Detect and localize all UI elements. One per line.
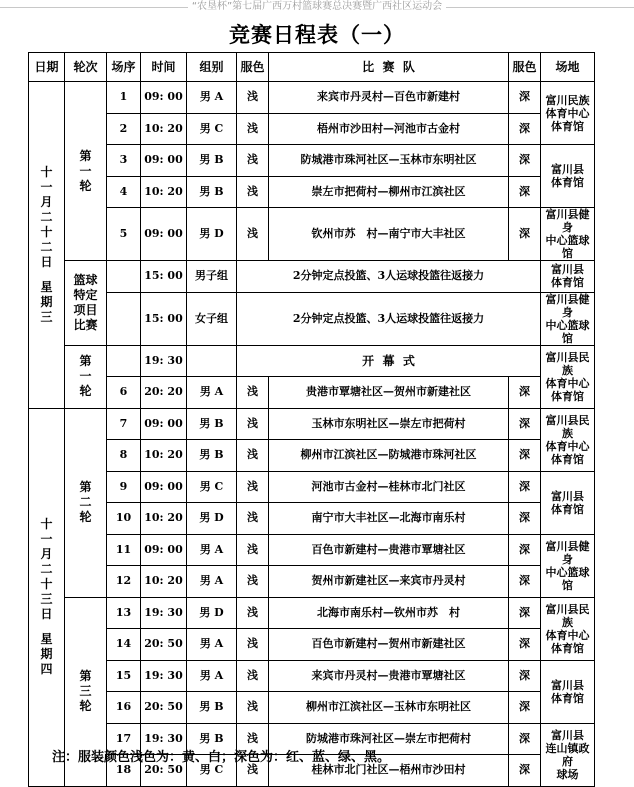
round-1b-day1-line: 一 — [79, 369, 92, 383]
round-3-line: 第 — [79, 669, 92, 683]
date-day2-line: 日 — [40, 607, 53, 621]
away-color: 深 — [509, 723, 541, 755]
date-day2 — [29, 408, 65, 786]
round-special — [65, 261, 107, 346]
match-order: 5 — [107, 208, 141, 261]
match-time: 20: 50 — [141, 629, 187, 661]
match-time: 19: 30 — [141, 597, 187, 629]
match-order: 14 — [107, 629, 141, 661]
table-row — [29, 471, 595, 503]
match-order: 16 — [107, 692, 141, 724]
table-row — [29, 629, 595, 661]
document-header — [0, 0, 634, 14]
venue-cell-line: 富川县民族 — [545, 350, 590, 377]
date-day2-line: 四 — [40, 662, 53, 676]
venue-cell-line: 富川县健身 — [545, 292, 590, 319]
date-day2-line: 十 — [40, 517, 53, 531]
match-time: 10: 20 — [141, 113, 187, 145]
home-color: 浅 — [237, 723, 269, 755]
venue-cell-line: 体育中心 — [545, 376, 590, 390]
round-1-day1 — [65, 82, 107, 261]
match-group: 男 D — [187, 597, 237, 629]
round-2 — [65, 408, 107, 597]
venue-cell-line: 连山镇政府 — [545, 741, 590, 768]
match-group: 男 C — [187, 755, 237, 787]
venue-cell — [541, 597, 595, 660]
date-day1-line: 十 — [40, 164, 53, 179]
match-time: 09: 00 — [141, 534, 187, 566]
date-day2-line: 十 — [40, 577, 53, 591]
match-group: 男 A — [187, 534, 237, 566]
venue-cell-line: 富川县 — [551, 263, 584, 277]
date-day1-line: 日 — [40, 254, 53, 269]
col-header-venue: 场地 — [541, 53, 595, 82]
table-row — [29, 292, 595, 345]
home-color: 浅 — [237, 408, 269, 440]
round-special-line: 比赛 — [73, 317, 98, 332]
away-color: 深 — [509, 629, 541, 661]
date-day1 — [29, 82, 65, 409]
match-group: 男 A — [187, 629, 237, 661]
venue-cell — [541, 534, 595, 597]
date-day1-line: 二 — [40, 209, 53, 224]
venue-cell-line: 体育中心 — [545, 439, 590, 453]
match-order: 11 — [107, 534, 141, 566]
date-day2-line: 星 — [40, 632, 53, 646]
date-day2-line: 一 — [40, 532, 53, 546]
date-day2-line: 二 — [40, 562, 53, 576]
venue-cell — [541, 292, 595, 345]
away-color: 深 — [509, 440, 541, 472]
date-day2-line — [29, 622, 64, 632]
match-teams: 河池市古金村—桂林市北门社区 — [269, 471, 509, 503]
table-row — [29, 176, 595, 208]
table-row — [29, 261, 595, 293]
match-group — [187, 345, 237, 377]
venue-cell-line: 体育馆 — [551, 176, 584, 189]
venue-cell-line: 富川县民族 — [545, 602, 590, 629]
home-color: 浅 — [237, 597, 269, 629]
match-time: 09: 00 — [141, 145, 187, 177]
match-order: 15 — [107, 660, 141, 692]
table-row — [29, 597, 595, 629]
match-time: 09: 00 — [141, 82, 187, 114]
venue-cell-line: 球场 — [556, 767, 579, 781]
venue-cell-line: 富川县 — [551, 678, 584, 692]
home-color: 浅 — [237, 82, 269, 114]
table-row — [29, 660, 595, 692]
match-order — [107, 261, 141, 293]
table-row — [29, 377, 595, 409]
match-group: 男 B — [187, 145, 237, 177]
date-day1-line: 期 — [40, 294, 53, 309]
table-row — [29, 145, 595, 177]
round-1-day1-line: 第 — [79, 148, 92, 163]
home-color: 浅 — [237, 471, 269, 503]
venue-cell — [541, 145, 595, 208]
match-order: 12 — [107, 566, 141, 598]
match-order: 1 — [107, 82, 141, 114]
venue-cell — [541, 345, 595, 408]
match-group: 男 B — [187, 408, 237, 440]
home-color: 浅 — [237, 692, 269, 724]
header-text: “农垦杯”第七届广西万村篮球赛总决赛暨广西社区运动会 — [188, 1, 446, 12]
match-group: 男 B — [187, 440, 237, 472]
col-header-color-home: 服色 — [237, 53, 269, 82]
match-teams: 来宾市丹灵村—百色市新建村 — [269, 82, 509, 114]
venue-cell-line: 体育馆 — [551, 119, 584, 133]
match-group: 男 B — [187, 692, 237, 724]
match-teams: 柳州市江滨社区—防城港市珠河社区 — [269, 440, 509, 472]
col-header-date: 日期 — [29, 53, 65, 82]
home-color: 浅 — [237, 113, 269, 145]
col-header-color-away: 服色 — [509, 53, 541, 82]
match-teams: 来宾市丹灵村—贵港市覃塘社区 — [269, 660, 509, 692]
match-time: 09: 00 — [141, 408, 187, 440]
match-teams: 防城港市珠河社区—崇左市把荷村 — [269, 723, 509, 755]
ceremony-cell: 开 幕 式 — [237, 345, 541, 377]
match-order: 17 — [107, 723, 141, 755]
away-color: 深 — [509, 471, 541, 503]
round-1b-day1-line: 轮 — [79, 384, 92, 398]
match-group: 男 A — [187, 660, 237, 692]
match-time: 20: 50 — [141, 755, 187, 787]
event-description: 2分钟定点投篮、3人运球投篮往返接力 — [237, 292, 541, 345]
date-day1-line: 月 — [40, 194, 53, 209]
venue-cell — [541, 471, 595, 534]
match-time: 10: 20 — [141, 440, 187, 472]
match-time: 10: 20 — [141, 503, 187, 535]
match-order: 18 — [107, 755, 141, 787]
col-header-group: 组别 — [187, 53, 237, 82]
match-order: 8 — [107, 440, 141, 472]
match-group: 男 A — [187, 377, 237, 409]
match-group: 女子组 — [187, 292, 237, 345]
date-day1-line: 星 — [40, 279, 53, 294]
match-group: 男 A — [187, 82, 237, 114]
venue-cell-line: 体育馆 — [551, 502, 584, 516]
date-day2-line: 三 — [40, 592, 53, 606]
away-color: 深 — [509, 145, 541, 177]
round-1-day1-line: 轮 — [79, 178, 92, 193]
venue-cell-line: 富川县健身 — [545, 208, 590, 234]
venue-cell-line: 体育馆 — [551, 691, 584, 705]
match-order: 6 — [107, 377, 141, 409]
table-row — [29, 503, 595, 535]
venue-cell-line: 富川县 — [551, 728, 584, 742]
page-title: 竞赛日程表（一） — [229, 22, 405, 47]
match-group: 男 B — [187, 176, 237, 208]
home-color: 浅 — [237, 208, 269, 261]
home-color: 浅 — [237, 377, 269, 409]
date-day1-line: 二 — [40, 239, 53, 254]
home-color: 浅 — [237, 629, 269, 661]
match-time: 10: 20 — [141, 176, 187, 208]
event-description: 2分钟定点投篮、3人运球投篮往返接力 — [237, 261, 541, 293]
away-color: 深 — [509, 82, 541, 114]
venue-cell-line: 富川县健身 — [545, 539, 590, 566]
match-time: 20: 50 — [141, 692, 187, 724]
venue-cell — [541, 261, 595, 293]
venue-cell-line: 中心篮球馆 — [545, 565, 590, 592]
table-row — [29, 534, 595, 566]
match-teams: 南宁市大丰社区—北海市南乐村 — [269, 503, 509, 535]
venue-cell-line: 富川县 — [551, 163, 584, 176]
match-teams: 百色市新建村—贵港市覃塘社区 — [269, 534, 509, 566]
date-day1-line: 一 — [40, 179, 53, 194]
match-teams: 崇左市把荷村—柳州市江滨社区 — [269, 176, 509, 208]
table-row — [29, 408, 595, 440]
venue-cell-line: 体育中心 — [545, 106, 590, 120]
venue-cell — [541, 82, 595, 145]
away-color: 深 — [509, 660, 541, 692]
away-color: 深 — [509, 503, 541, 535]
match-order: 3 — [107, 145, 141, 177]
away-color: 深 — [509, 534, 541, 566]
table-row — [29, 440, 595, 472]
table-row — [29, 113, 595, 145]
venue-cell — [541, 723, 595, 786]
match-order: 10 — [107, 503, 141, 535]
away-color: 深 — [509, 566, 541, 598]
table-row — [29, 345, 595, 377]
date-day1-line — [29, 270, 64, 280]
table-row — [29, 82, 595, 114]
col-header-match: 比 赛 队 — [269, 53, 509, 82]
match-time: 10: 20 — [141, 566, 187, 598]
footnote: 注：服装颜色浅色为：黄、白；深色为：红、蓝、绿、黑。 — [52, 750, 391, 765]
match-time: 20: 20 — [141, 377, 187, 409]
date-day1-line: 十 — [40, 224, 53, 239]
match-order: 2 — [107, 113, 141, 145]
home-color: 浅 — [237, 755, 269, 787]
venue-cell — [541, 408, 595, 471]
match-group: 男 B — [187, 723, 237, 755]
table-header-row — [29, 53, 595, 82]
round-1-day1-line: 一 — [79, 163, 92, 178]
round-2-line: 轮 — [79, 510, 92, 524]
match-teams: 桂林市北门社区—梧州市沙田村 — [269, 755, 509, 787]
venue-cell-line: 富川民族 — [545, 93, 590, 107]
home-color: 浅 — [237, 534, 269, 566]
venue-cell-line: 中心篮球馆 — [545, 318, 590, 345]
match-teams: 贺州市新建社区—来宾市丹灵村 — [269, 566, 509, 598]
away-color: 深 — [509, 377, 541, 409]
match-group: 男 D — [187, 503, 237, 535]
match-group: 男 D — [187, 208, 237, 261]
round-1b-day1-line: 第 — [79, 354, 92, 368]
match-group: 男子组 — [187, 261, 237, 293]
match-group: 男 A — [187, 566, 237, 598]
away-color: 深 — [509, 692, 541, 724]
home-color: 浅 — [237, 145, 269, 177]
home-color: 浅 — [237, 440, 269, 472]
match-teams: 贵港市覃塘社区—贺州市新建社区 — [269, 377, 509, 409]
away-color: 深 — [509, 208, 541, 261]
match-teams: 北海市南乐村—钦州市苏 村 — [269, 597, 509, 629]
away-color: 深 — [509, 176, 541, 208]
round-3-line: 轮 — [79, 699, 92, 713]
match-time: 19: 30 — [141, 345, 187, 377]
table-row — [29, 208, 595, 261]
match-order: 4 — [107, 176, 141, 208]
round-special-line: 特定 — [73, 287, 98, 302]
match-time: 19: 30 — [141, 723, 187, 755]
away-color: 深 — [509, 755, 541, 787]
col-header-round: 轮次 — [65, 53, 107, 82]
round-special-line: 篮球 — [73, 272, 98, 287]
round-1b-day1 — [65, 345, 107, 408]
table-row — [29, 692, 595, 724]
match-teams: 百色市新建村—贺州市新建社区 — [269, 629, 509, 661]
match-group: 男 C — [187, 471, 237, 503]
venue-cell — [541, 660, 595, 723]
date-day2-line: 月 — [40, 547, 53, 561]
match-teams: 防城港市珠河社区—玉林市东明社区 — [269, 145, 509, 177]
venue-cell-line: 体育中心 — [545, 628, 590, 642]
match-teams: 柳州市江滨社区—玉林市东明社区 — [269, 692, 509, 724]
match-order: 9 — [107, 471, 141, 503]
venue-cell-line: 富川县 — [551, 489, 584, 503]
round-special-line: 项目 — [73, 302, 98, 317]
table-row — [29, 566, 595, 598]
col-header-time: 时间 — [141, 53, 187, 82]
round-2-line: 二 — [79, 495, 92, 509]
home-color: 浅 — [237, 503, 269, 535]
round-3-line: 三 — [79, 684, 92, 698]
match-time: 09: 00 — [141, 208, 187, 261]
col-header-order: 场序 — [107, 53, 141, 82]
match-teams: 玉林市东明社区—崇左市把荷村 — [269, 408, 509, 440]
away-color: 深 — [509, 408, 541, 440]
venue-cell-line: 体育馆 — [551, 452, 584, 466]
away-color: 深 — [509, 113, 541, 145]
match-teams: 梧州市沙田村—河池市古金村 — [269, 113, 509, 145]
home-color: 浅 — [237, 660, 269, 692]
home-color: 浅 — [237, 176, 269, 208]
match-order: 7 — [107, 408, 141, 440]
away-color: 深 — [509, 597, 541, 629]
venue-cell-line: 富川县民族 — [545, 413, 590, 440]
match-order — [107, 345, 141, 377]
round-2-line: 第 — [79, 480, 92, 494]
match-time: 19: 30 — [141, 660, 187, 692]
match-time: 15: 00 — [141, 261, 187, 293]
venue-cell-line: 体育馆 — [551, 389, 584, 403]
match-teams: 钦州市苏 村—南宁市大丰社区 — [269, 208, 509, 261]
match-group: 男 C — [187, 113, 237, 145]
venue-cell-line: 中心篮球馆 — [545, 234, 590, 260]
date-day2-line: 期 — [40, 647, 53, 661]
home-color: 浅 — [237, 566, 269, 598]
date-day1-line: 三 — [40, 309, 53, 324]
venue-cell — [541, 208, 595, 261]
match-order: 13 — [107, 597, 141, 629]
match-time: 15: 00 — [141, 292, 187, 345]
match-time: 09: 00 — [141, 471, 187, 503]
match-order — [107, 292, 141, 345]
venue-cell-line: 体育馆 — [551, 276, 584, 290]
schedule-table — [28, 52, 595, 787]
venue-cell-line: 体育馆 — [551, 641, 584, 655]
